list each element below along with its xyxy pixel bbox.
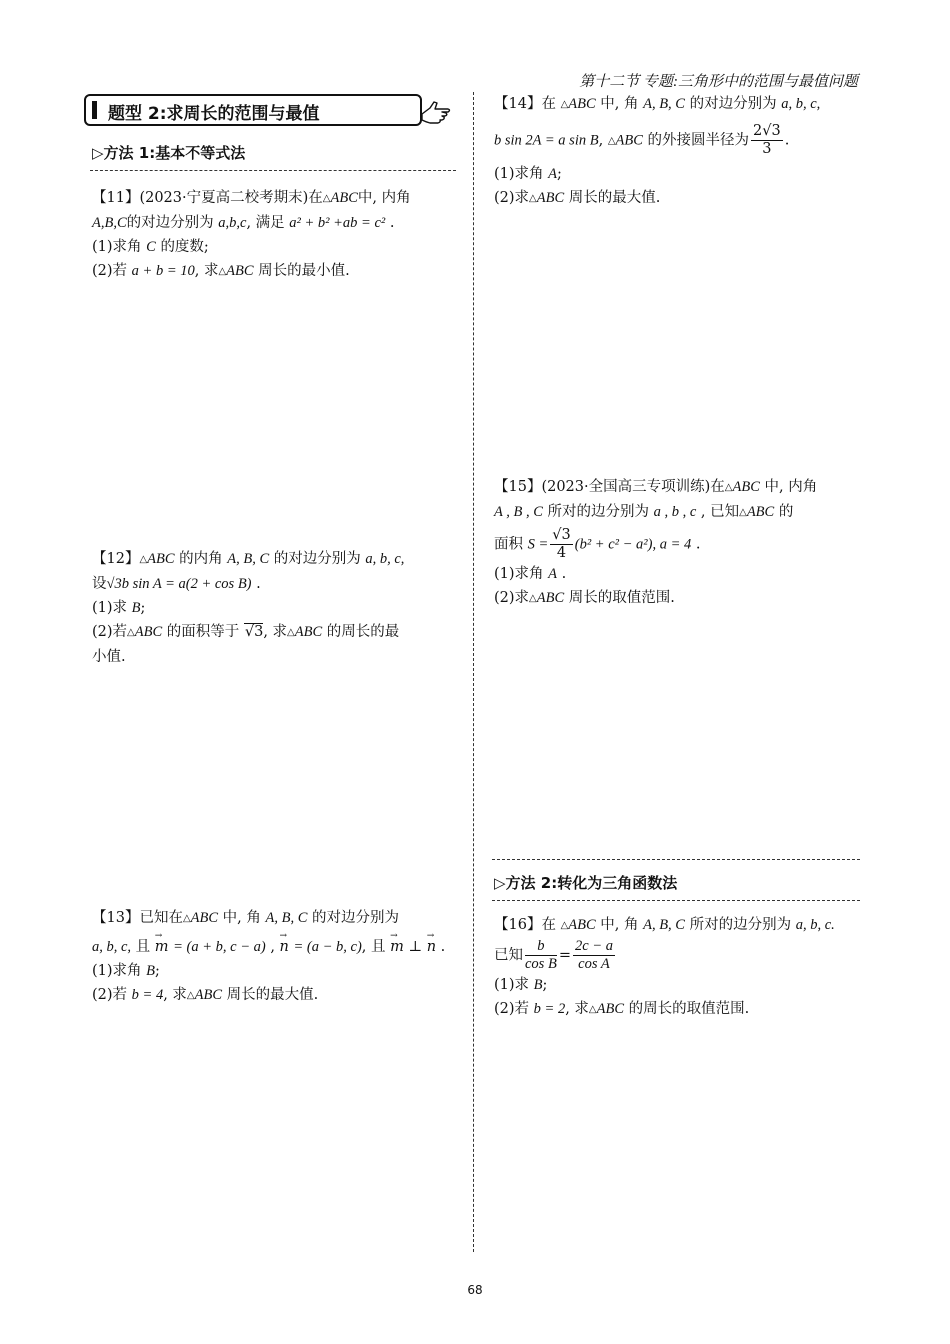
method-1-rule <box>90 170 456 171</box>
method-2-rule-top <box>492 859 860 860</box>
question-11: 【11】(2023·宁夏高二校考期末)在△ABC中, 内角 A,B,C的对边分别为 a,b,c, 满足 a² + b² +ab = c² . (1)求角 C 的度数; (2)若 a + b = 10, 求△ABC 周长的最小值. <box>92 190 411 279</box>
page-header-title: 第十二节 专题:三角形中的范围与最值问题 <box>579 74 858 90</box>
question-14: 【14】在 △ABC 中, 角 A, B, C 的对边分别为 a, b, c, b sin 2A = a sin B, △ABC 的外接圆半径为 $\frac{2√3}{3}$ . (1)求角 A; (2)求△ABC 周长的最大值. <box>494 96 821 206</box>
question-13: 【13】已知在△ABC 中, 角 A, B, C 的对边分别为 a, b, c, 且 → m = (a + b, c − a) , → n = (a − b, c), 且 → m ⊥ → n . (1)求角 B; (2)若 b = 4, 求△ABC 周长的最大值. <box>92 906 445 1008</box>
question-15: 【15】(2023·全国高三专项训练)在△ABC 中, 内角 A , B , C 所对的边分别为 a , b , c , 已知△ABC 的 面积 S = $\frac{√3}{4}$ (b² + c² − a²), a = 4 . (1)求角 A . (2)求△ABC 周长的取值范围. <box>494 479 818 606</box>
page-number: 68 <box>467 1283 483 1297</box>
column-divider <box>473 92 474 1252</box>
question-16: 【16】在 △ABC 中, 角 A, B, C 所对的边分别为 a, b, c. 已知 $\frac{b}{\text{cos B}}$ = $\frac{2c - a}{\text{cos A}}$ (1)求 B; (2)若 b = 2, 求△ABC 的周长的取值范围. <box>494 917 835 1017</box>
method-2-rule-bottom <box>492 900 860 901</box>
question-12: 【12】△ABC 的内角 A, B, C 的对边分别为 a, b, c, 设√3b sin A = a(2 + cos B) . (1)求 B; (2)若△ABC 的面积等于 √3, 求△ABC 的周长的最 小值. <box>92 551 405 665</box>
section-title: 题型 2:求周长的范围与最值 <box>108 104 320 124</box>
section-marker <box>92 101 97 119</box>
method-1-heading: ▷方法 1:基本不等式法 <box>92 144 246 162</box>
pointing-hand-icon <box>420 100 454 132</box>
method-2-heading: ▷方法 2:转化为三角函数法 <box>494 874 678 892</box>
